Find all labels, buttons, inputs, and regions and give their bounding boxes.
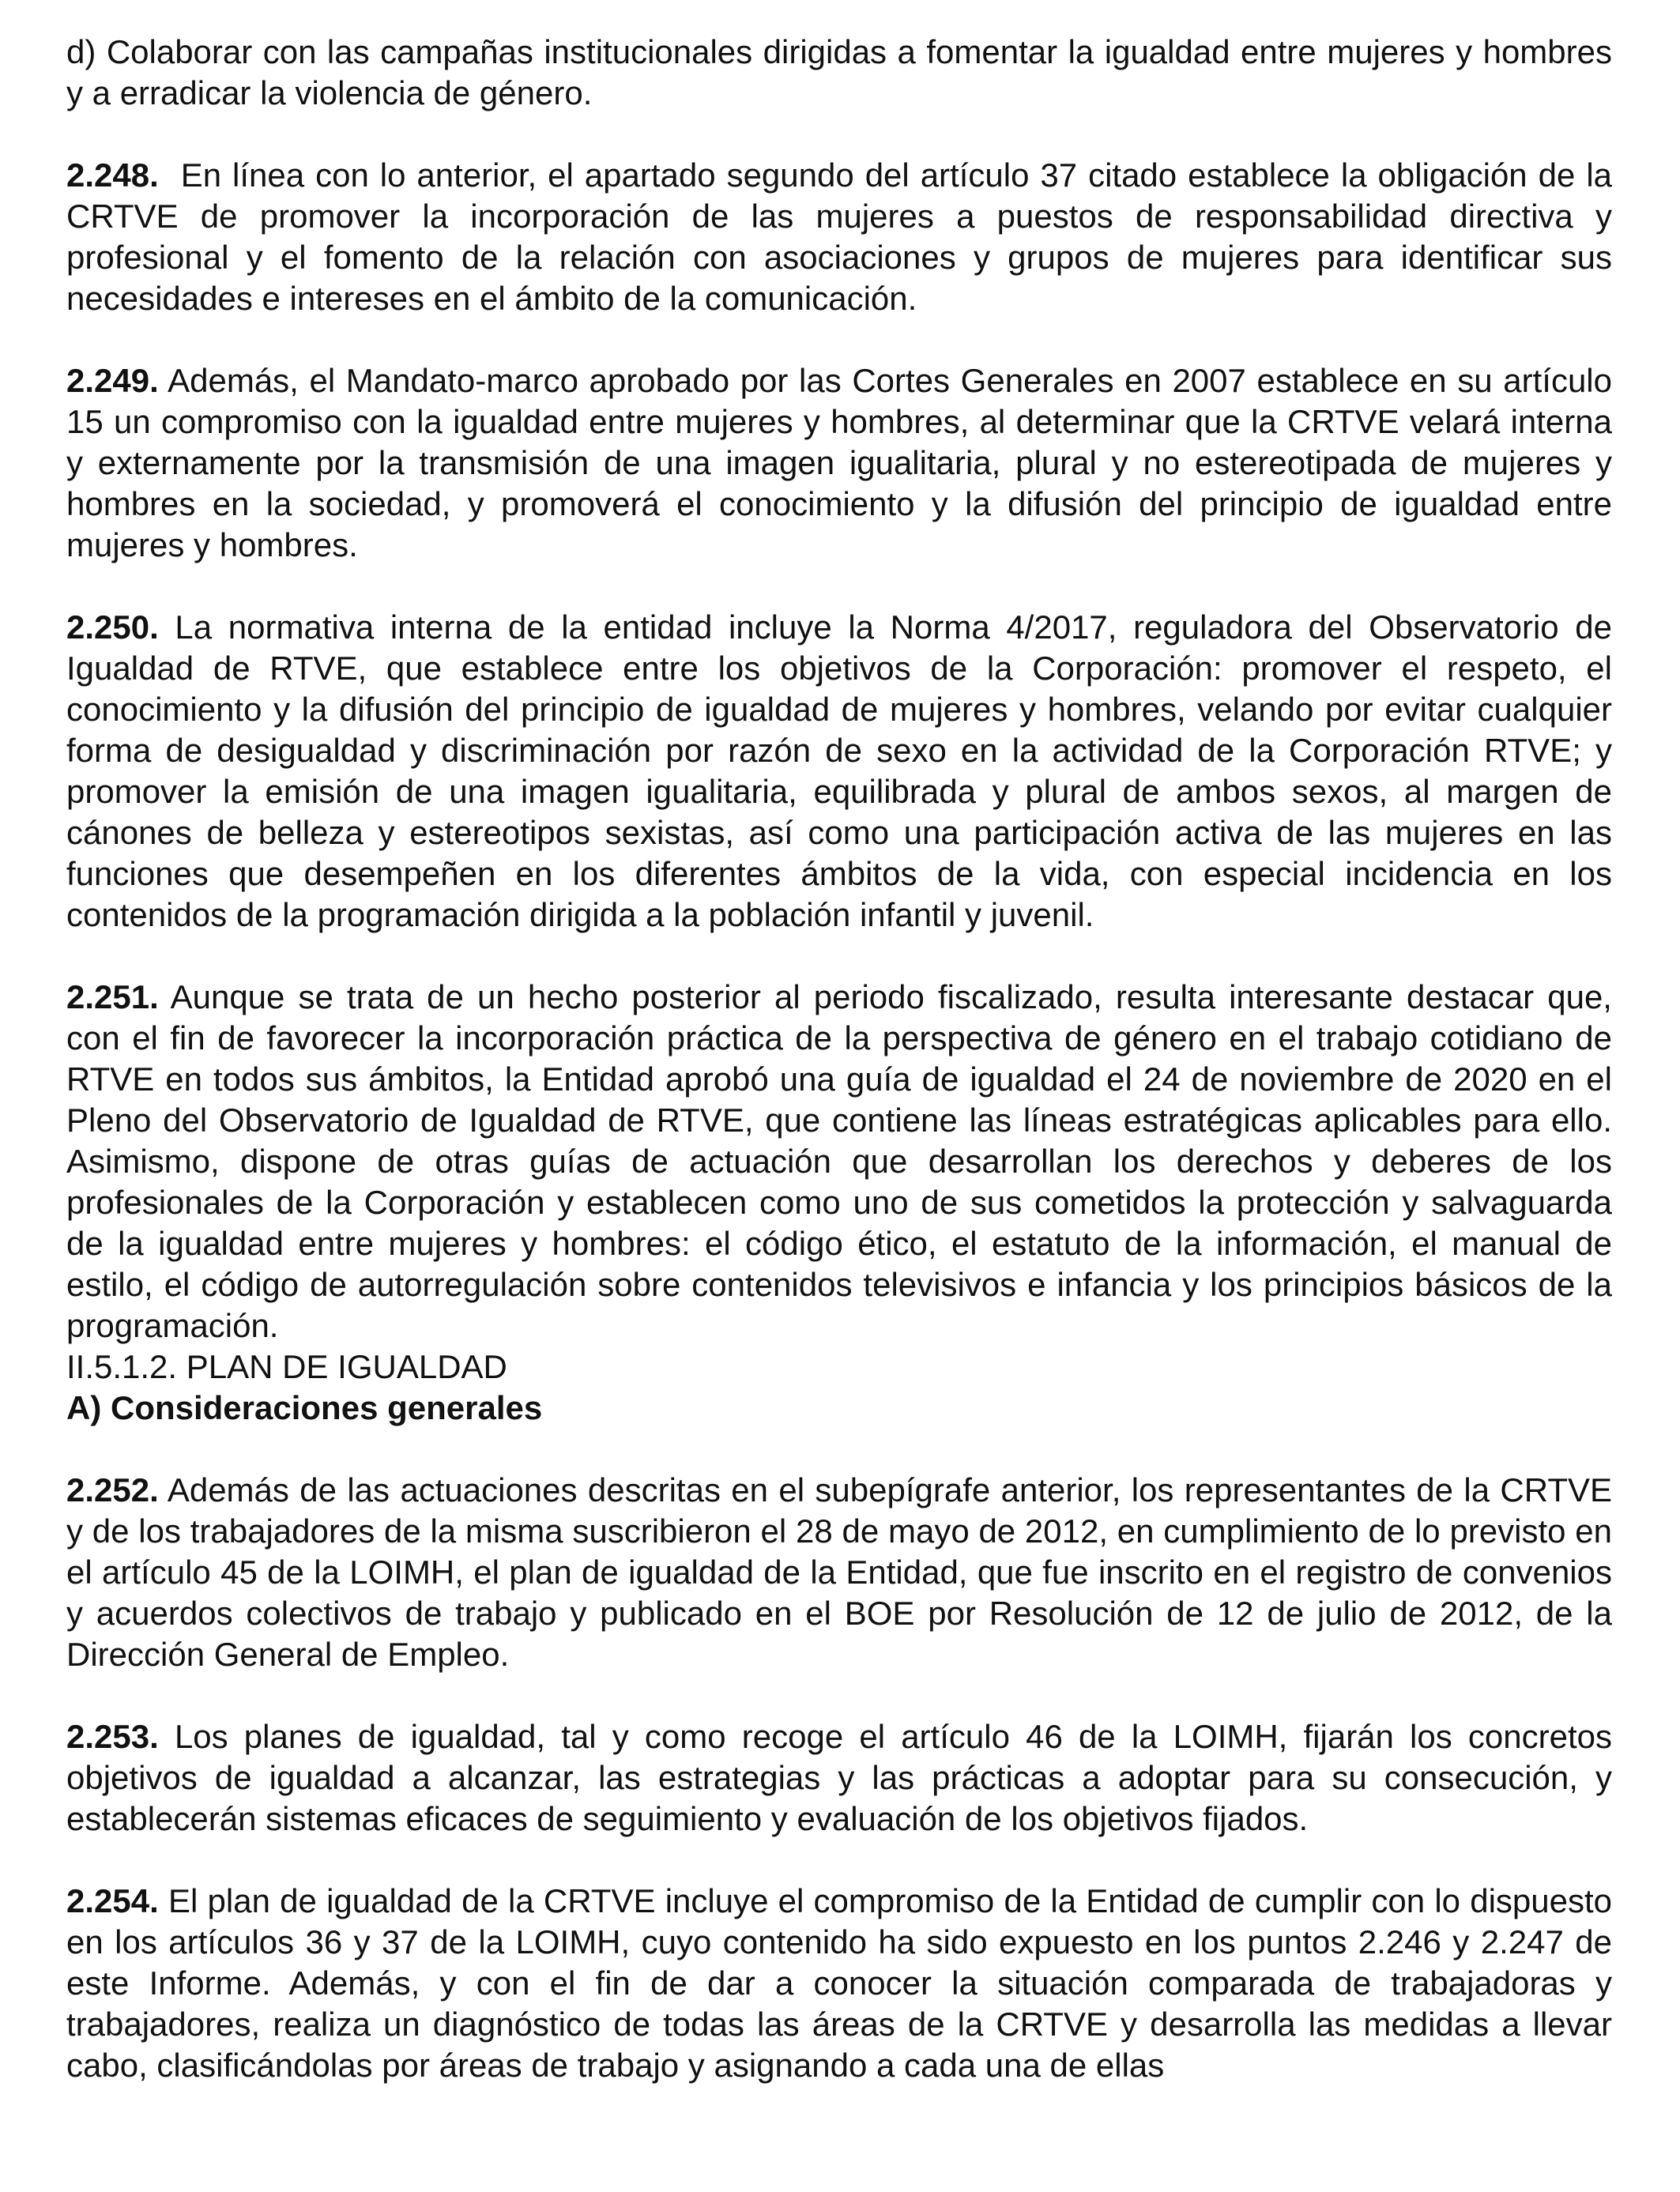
paragraph-number: 2.249. — [66, 362, 159, 399]
paragraph-text: Además de las actuaciones descritas en el subepígrafe anterior, los representantes de la CRTVE y de los trabajadores de la misma suscribieron el 28 de mayo de 2012, en cumplimiento de lo previsto en el artículo 45 de la LOIMH, el plan de igualdad de la Entidad, que fue inscrito en el registro de convenios y acuerdos colectivos de trabajo y publicado en el BOE por Resolución de 12 de julio de 2012, de la Dirección General de Empleo. — [66, 1471, 1612, 1673]
subsection-heading: A) Consideraciones generales — [66, 1389, 543, 1426]
document-page — [66, 32, 1612, 2086]
paragraph-text: El plan de igualdad de la CRTVE incluye el compromiso de la Entidad de cumplir con lo dispuesto en los artículos 36 y 37 de la LOIMH, cuyo contenido ha sido expuesto en los puntos 2.246 y 2.247 de este Informe. Además, y con el fin de dar a conocer la situación comparada de trabajadoras y trabajadores, realiza un diagnóstico de todas las áreas de la CRTVE y desarrolla las medidas a llevar cabo, clasificándolas por áreas de trabajo y asignando a cada una de ellas — [66, 1882, 1613, 2084]
paragraph-2-251 — [66, 977, 1612, 1346]
paragraph-2-252 — [66, 1470, 1612, 1675]
paragraph-number: 2.254. — [66, 1882, 159, 1919]
paragraph-text: Los planes de igualdad, tal y como recoge el artículo 46 de la LOIMH, fijarán los concretos objetivos de igualdad a alcanzar, las estrategias y las prácticas a adoptar para su consecución, y establecerán sistemas eficaces de seguimiento y evaluación de los objetivos fijados. — [66, 1718, 1612, 1837]
list-item-d: d) Colaborar con las campañas institucionales dirigidas a fomentar la igualdad entre mujeres y hombres y a erradicar la violencia de género. — [66, 33, 1612, 111]
paragraph-number: 2.248. — [66, 156, 159, 194]
paragraph-number: 2.251. — [66, 978, 159, 1015]
paragraph-number: 2.253. — [66, 1718, 159, 1755]
paragraph-number: 2.250. — [66, 608, 159, 646]
paragraph-text: Aunque se trata de un hecho posterior al periodo fiscalizado, resulta interesante destacar que, con el fin de favorecer la incorporación práctica de la perspectiva de género en el trabajo cotidiano de RTVE en todos sus ámbitos, la Entidad aprobó una guía de igualdad el 24 de noviembre de 2020 en el Pleno del Observatorio de Igualdad de RTVE, que contiene las líneas estratégicas aplicables para ello. Asimismo, dispone de otras guías de actuación que desarrollan los derechos y deberes de los profesionales de la Corporación y establecen como uno de sus cometidos la protección y salvaguarda de la igualdad entre mujeres y hombres: el código ético, el estatuto de la información, el manual de estilo, el código de autorregulación sobre contenidos televisivos e infancia y los principios básicos de la programación. — [66, 978, 1612, 1344]
paragraph-2-249 — [66, 360, 1612, 566]
paragraph-text: Además, el Mandato-marco aprobado por las Cortes Generales en 2007 establece en su artículo 15 un compromiso con la igualdad entre mujeres y hombres, al determinar que la CRTVE velará interna y externamente por la transmisión de una imagen igualitaria, plural y no estereotipada de mujeres y hombres en la sociedad, y promoverá el conocimiento y la difusión del principio de igualdad entre mujeres y hombres. — [66, 362, 1613, 563]
section-heading: II.5.1.2. PLAN DE IGUALDAD — [66, 1348, 507, 1385]
paragraph-2-250 — [66, 607, 1612, 936]
paragraph-2-254 — [66, 1881, 1612, 2086]
paragraph-text: En línea con lo anterior, el apartado segundo del artículo 37 citado establece la obligación de la CRTVE de promover la incorporación de las mujeres a puestos de responsabilidad directiva y profesional y el fomento de la relación con asociaciones y grupos de mujeres para identificar sus necesidades e intereses en el ámbito de la comunicación. — [66, 156, 1613, 317]
paragraph-number: 2.252. — [66, 1471, 159, 1508]
paragraph-2-248 — [66, 155, 1612, 319]
paragraph-text: La normativa interna de la entidad incluye la Norma 4/2017, reguladora del Observatorio de Igualdad de RTVE, que establece entre los objetivos de la Corporación: promover el respeto, el conocimiento y la difusión del principio de igualdad de mujeres y hombres, velando por evitar cualquier forma de desigualdad y discriminación por razón de sexo en la actividad de la Corporación RTVE; y promover la emisión de una imagen igualitaria, equilibrada y plural de ambos sexos, al margen de cánones de belleza y estereotipos sexistas, así como una participación activa de las mujeres en las funciones que desempeñen en los diferentes ámbitos de la vida, con especial incidencia en los contenidos de la programación dirigida a la población infantil y juvenil. — [66, 608, 1612, 933]
paragraph-2-253 — [66, 1716, 1612, 1840]
